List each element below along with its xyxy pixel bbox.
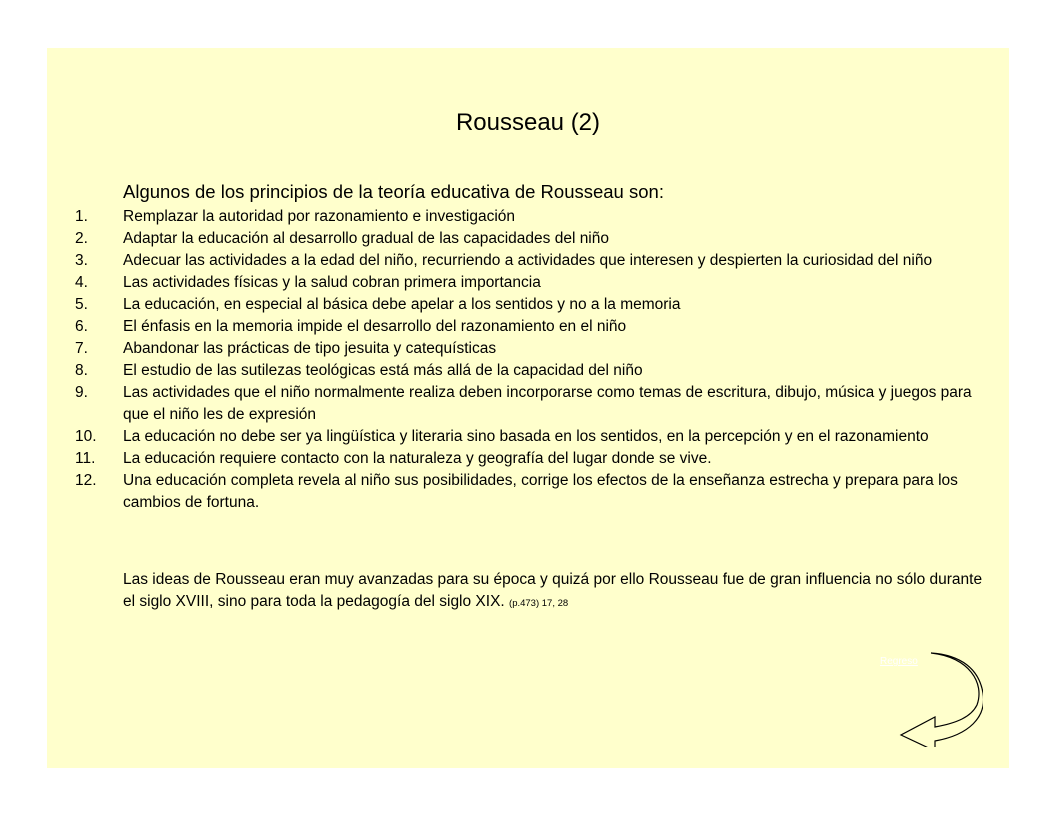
list-item xyxy=(75,228,975,250)
slide-title: Rousseau (2) xyxy=(455,109,601,136)
item-number: 5. xyxy=(75,296,88,313)
page-reference: (p.473) 17, 28 xyxy=(509,598,569,609)
item-number: 10. xyxy=(75,428,97,445)
item-text: El estudio de las sutilezas teológicas está más allá de la capacidad del niño xyxy=(123,362,643,379)
item-text: La educación, en especial al básica debe apelar a los sentidos y no a la memoria xyxy=(123,296,681,313)
list-item xyxy=(75,448,975,470)
item-number: 3. xyxy=(75,252,88,269)
item-number: 9. xyxy=(75,384,88,401)
list-item xyxy=(75,294,975,316)
list-item xyxy=(75,360,975,382)
item-number: 7. xyxy=(75,340,88,357)
item-text: Las actividades físicas y la salud cobran primera importancia xyxy=(123,274,541,291)
list-item xyxy=(75,316,975,338)
list-item xyxy=(75,382,975,426)
item-number: 1. xyxy=(75,208,88,225)
closing-paragraph xyxy=(123,569,983,615)
item-number: 4. xyxy=(75,274,88,291)
item-text: Adaptar la educación al desarrollo gradual de las capacidades del niño xyxy=(123,230,609,247)
list-item xyxy=(75,470,975,514)
return-link[interactable]: Regreso xyxy=(880,656,918,667)
item-text: Adecuar las actividades a la edad del niño, recurriendo a actividades que interesen y despierten la curiosidad del niño xyxy=(123,252,933,269)
item-number: 6. xyxy=(75,318,88,335)
item-text: La educación no debe ser ya lingüística y literaria sino basada en los sentidos, en la percepción y en el razonamiento xyxy=(123,428,929,445)
list-item xyxy=(75,426,975,448)
intro-text: Algunos de los principios de la teoría educativa de Rousseau son: xyxy=(123,181,664,202)
closing-text: Las ideas de Rousseau eran muy avanzadas para su época y quizá por ello Rousseau fue de gran influencia no sólo durante el siglo XVIII, sino para toda la pedagogía del siglo XIX. xyxy=(123,571,983,610)
list-item xyxy=(75,206,975,228)
item-text: La educación requiere contacto con la naturaleza y geografía del lugar donde se vive. xyxy=(123,450,712,467)
item-text: Abandonar las prácticas de tipo jesuita y catequísticas xyxy=(123,340,497,357)
item-text: Las actividades que el niño normalmente realiza deben incorporarse como temas de escritura, dibujo, música y juegos para que el niño les de expresión xyxy=(123,384,972,423)
item-number: 2. xyxy=(75,230,88,247)
slide xyxy=(47,48,1009,768)
list-item xyxy=(75,338,975,360)
list-item xyxy=(75,250,975,272)
item-number: 12. xyxy=(75,472,97,489)
item-text: El énfasis en la memoria impide el desarrollo del razonamiento en el niño xyxy=(123,318,627,335)
item-number: 11. xyxy=(75,450,96,467)
item-text: Una educación completa revela al niño sus posibilidades, corrige los efectos de la enseñanza estrecha y prepara para los cambios de fortuna. xyxy=(123,472,958,511)
list-item xyxy=(75,272,975,294)
item-text: Remplazar la autoridad por razonamiento e investigación xyxy=(123,208,516,225)
item-number: 8. xyxy=(75,362,88,379)
principles-list xyxy=(75,206,975,514)
